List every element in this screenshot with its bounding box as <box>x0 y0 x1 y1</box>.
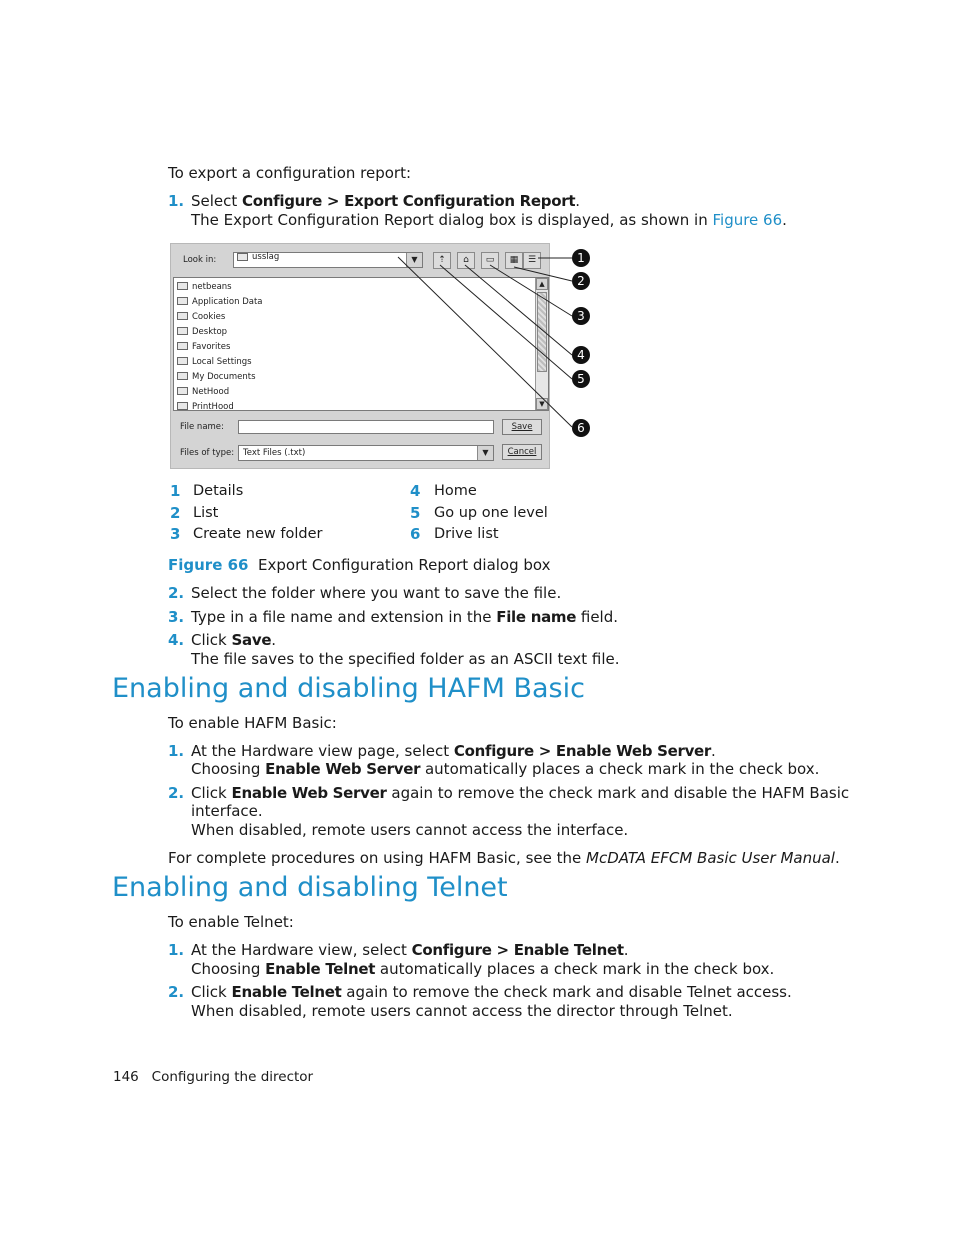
telnet-step-2 <box>191 983 792 1002</box>
step-number: 4. <box>168 631 185 649</box>
step-text: . <box>271 631 276 649</box>
new-folder-icon: ▭ <box>485 255 495 265</box>
file-name: Cookies <box>192 312 226 322</box>
look-in-label: Look in: <box>183 255 217 265</box>
menu-path: Configure > Enable Telnet <box>411 941 624 959</box>
scroll-down-icon[interactable]: ▼ <box>536 398 548 410</box>
step-number: 2. <box>168 584 185 602</box>
callout-1: 1 <box>572 249 590 267</box>
step-number: 1. <box>168 941 185 959</box>
file-name: NetHood <box>192 387 230 397</box>
callout-5: 5 <box>572 370 590 388</box>
home-icon: ⌂ <box>463 255 469 265</box>
details-icon: ☰ <box>527 255 537 265</box>
hafm-step-1 <box>191 742 716 761</box>
step-text: Choosing <box>191 760 266 778</box>
callout-2: 2 <box>572 272 590 290</box>
step-number: 1. <box>168 192 185 210</box>
step-text: Select <box>191 192 243 210</box>
paragraph-text: For complete procedures on using HAFM Basic, see the <box>168 849 587 867</box>
file-name: Local Settings <box>192 357 252 367</box>
telnet-intro: To enable Telnet: <box>168 913 294 931</box>
hafm-step-2-line2: interface. <box>191 802 263 820</box>
option-name: Enable Telnet <box>231 983 342 1001</box>
hafm-step-1-detail <box>191 760 819 779</box>
look-in-value: usslag <box>252 252 280 262</box>
step-text: . <box>782 211 787 229</box>
figure-caption <box>168 556 551 575</box>
callout-6: 6 <box>572 419 590 437</box>
figure-title: Export Configuration Report dialog box <box>258 556 551 574</box>
leader-line-6 <box>398 257 572 427</box>
file-name: PrintHood <box>192 402 234 411</box>
step-4-text <box>191 631 276 650</box>
legend-text: Drive list <box>434 526 499 542</box>
menu-path: Configure > Enable Web Server <box>453 742 712 760</box>
legend-text: Details <box>193 483 244 499</box>
step-text: Choosing <box>191 960 266 978</box>
telnet-step-2-line2: When disabled, remote users cannot access the director through Telnet. <box>191 1002 733 1020</box>
step-2-text: Select the folder where you want to save the file. <box>191 584 562 602</box>
page-number: 146 <box>113 1069 139 1085</box>
file-name: My Documents <box>192 372 256 382</box>
hafm-intro: To enable HAFM Basic: <box>168 714 337 732</box>
step-text: Click <box>191 631 232 649</box>
telnet-step-1-detail <box>191 960 774 979</box>
paragraph-text: . <box>834 849 840 867</box>
menu-path: Configure > Export Configuration Report <box>242 192 576 210</box>
legend-text: Home <box>434 483 477 499</box>
option-name: Enable Web Server <box>231 784 387 802</box>
cancel-button[interactable]: Cancel <box>502 444 542 460</box>
legend-number: 4 <box>410 482 421 500</box>
button-name: Save <box>231 631 272 649</box>
list-icon: ▦ <box>509 255 519 265</box>
page-footer <box>113 1068 313 1087</box>
step-text: Click <box>191 784 232 802</box>
telnet-step-1 <box>191 941 628 960</box>
chevron-down-icon[interactable]: ▼ <box>477 446 493 460</box>
step-number: 2. <box>168 983 185 1001</box>
callout-3: 3 <box>572 307 590 325</box>
legend-number: 5 <box>410 504 421 522</box>
scroll-up-icon[interactable]: ▲ <box>536 278 548 290</box>
step-text: The Export Configuration Report dialog box is displayed, as shown in <box>191 211 713 229</box>
step-3-text <box>191 608 618 627</box>
option-name: Enable Telnet <box>265 960 376 978</box>
field-name: File name <box>496 608 577 626</box>
step-text: again to remove the check mark and disable Telnet access. <box>341 983 792 1001</box>
legend-number: 6 <box>410 525 421 543</box>
step-text: . <box>575 192 580 210</box>
legend-number: 1 <box>170 482 181 500</box>
step-text: . <box>623 941 629 959</box>
file-name-label: File name: <box>180 422 224 432</box>
chevron-down-icon[interactable]: ▼ <box>406 253 422 267</box>
step-number: 1. <box>168 742 185 760</box>
step-text: Type in a file name and extension in the <box>191 608 497 626</box>
step-number: 3. <box>168 608 185 626</box>
step-4-detail: The file saves to the specified folder as an ASCII text file. <box>191 650 620 668</box>
callout-4: 4 <box>572 346 590 364</box>
intro-text: To export a configuration report: <box>168 164 412 182</box>
file-name: Favorites <box>192 342 231 352</box>
step-text: automatically places a check mark in the check box. <box>375 960 775 978</box>
section-heading-telnet: Enabling and disabling Telnet <box>112 872 508 903</box>
legend-number: 2 <box>170 504 181 522</box>
leader-line-4 <box>465 265 572 355</box>
step-text: field. <box>576 608 619 626</box>
legend-number: 3 <box>170 525 181 543</box>
chapter-title: Configuring the director <box>151 1069 314 1085</box>
section-heading-hafm: Enabling and disabling HAFM Basic <box>112 673 585 704</box>
save-button[interactable]: Save <box>502 419 542 435</box>
step-text: At the Hardware view, select <box>191 941 412 959</box>
file-name: Application Data <box>192 297 263 307</box>
step-number: 2. <box>168 784 185 802</box>
files-of-type-value: Text Files (.txt) <box>243 448 306 458</box>
figure-link[interactable]: Figure 66 <box>712 211 783 229</box>
step-text: again to remove the check mark and disable the HAFM Basic <box>386 784 850 802</box>
legend-text: Create new folder <box>193 526 323 542</box>
step-text: At the Hardware view page, select <box>191 742 454 760</box>
figure-label: Figure 66 <box>168 556 249 574</box>
up-folder-icon: ⇡ <box>438 255 446 265</box>
file-name: Desktop <box>192 327 228 337</box>
hafm-step-2-line3: When disabled, remote users cannot access the interface. <box>191 821 629 839</box>
manual-title: McDATA EFCM Basic User Manual <box>586 849 835 867</box>
hafm-paragraph <box>168 849 840 868</box>
files-of-type-label: Files of type: <box>180 448 235 458</box>
leader-line-2 <box>514 267 572 281</box>
step-text: automatically places a check mark in the check box. <box>420 760 820 778</box>
option-name: Enable Web Server <box>265 760 421 778</box>
file-name: netbeans <box>192 282 232 292</box>
legend-text: Go up one level <box>434 505 548 521</box>
step-text: Click <box>191 983 232 1001</box>
step-text: . <box>711 742 716 760</box>
hafm-step-2 <box>191 784 849 803</box>
legend-text: List <box>193 505 219 521</box>
leader-line-3 <box>490 265 572 316</box>
